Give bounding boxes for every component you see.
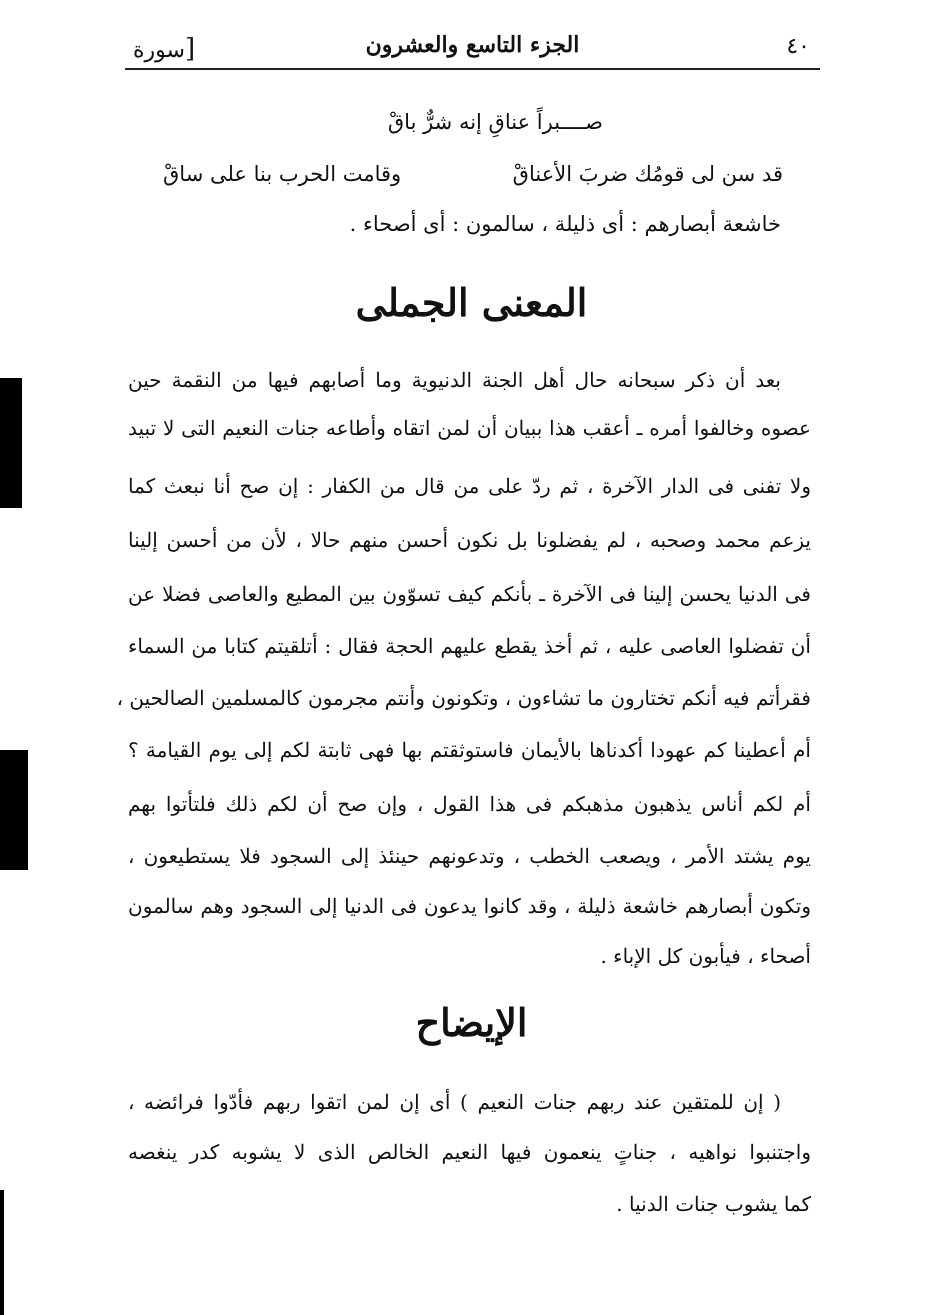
poem-verse-1: صــــبراً عناقِ إنه شرٌّ باقْ: [387, 110, 603, 134]
paragraph-line: كما يشوب جنات الدنيا .: [616, 1192, 811, 1216]
paragraph-line: أصحاء ، فيأبون كل الإباء .: [600, 944, 811, 968]
paragraph-line: أن تفضلوا العاصى عليه ، ثم أخذ يقطع عليهم الحجة فقال : أتلقيتم كتابا من السماء: [128, 634, 811, 658]
paragraph-line: وتكون أبصارهم خاشعة ذليلة ، وقد كانوا يدعون فى الدنيا إلى السجود وهم سالمون: [128, 894, 811, 918]
paragraph-line: أم لكم أناس يذهبون مذهبكم فى هذا القول ، وإن صح أن لكم ذلك فلتأتوا بهم: [128, 792, 811, 816]
surah-label: [133, 34, 195, 64]
paragraph-line: ولا تفنى فى الدار الآخرة ، ثم ردّ على من قال من الكفار : إن صح أنا نبعث كما: [128, 474, 811, 498]
poem-verse-2-second-hemistich: وقامت الحرب بنا على ساقْ: [163, 162, 402, 186]
paragraph-line: يزعم محمد وصحبه ، لم يفضلونا بل نكون أحسن منهم حالا ، لأن من أحسن إلينا: [128, 528, 811, 552]
paragraph-line: أم أعطينا كم عهودا أكدناها بالأيمان فاستوثقتم بها فهى ثابتة لكم إلى يوم القيامة ؟: [128, 738, 811, 762]
paragraph-line: واجتنبوا نواهيه ، جناتٍ ينعمون فيها النعيم الخالص الذى لا يشوبه كدر ينغصه: [128, 1140, 811, 1164]
paragraph-line: فى الدنيا يحسن إلينا فى الآخرة ـ بأنكم كيف تسوّون بين المطيع والعاصى فضلا عن: [128, 582, 811, 606]
section-heading-general-meaning: المعنى الجملى: [355, 280, 588, 325]
running-title: الجزء التاسع والعشرون: [365, 32, 580, 58]
poem-verse-2-first-hemistich: قد سن لى قومُك ضربَ الأعناقْ: [512, 162, 783, 186]
header-bracket: [: [184, 34, 196, 64]
paragraph-line: يوم يشتد الأمر ، ويصعب الخطب ، وتدعونهم حينئذ إلى السجود فلا يستطيعون ،: [128, 844, 811, 868]
paragraph-line: ( إن للمتقين عند ربهم جنات النعيم ) أى إن لمن اتقوا ربهم فأدّوا فرائضه ،: [128, 1090, 781, 1114]
surah-text: سورة: [133, 38, 185, 63]
scan-margin-edge: [0, 1190, 4, 1315]
paragraph-line: فقرأتم فيه أنكم تختارون ما تشاءون ، وتكونون وأنتم مجرمون كالمسلمين الصالحين ،: [116, 686, 811, 710]
word-gloss: خاشعة أبصارهم : أى ذليلة ، سالمون : أى أصحاء .: [349, 212, 781, 236]
scan-margin-mark: [0, 378, 22, 508]
page-number: ٤٠: [786, 34, 810, 59]
scan-margin-mark: [0, 750, 28, 870]
header-rule: [125, 68, 820, 70]
paragraph-line: بعد أن ذكر سبحانه حال أهل الجنة الدنيوية وما أصابهم فيها من النقمة حين: [128, 368, 781, 392]
section-heading-explanation: الإيضاح: [415, 1000, 528, 1045]
page-header: [125, 28, 820, 70]
paragraph-line: عصوه وخالفوا أمره ـ أعقب هذا ببيان أن لمن اتقاه وأطاعه جنات النعيم التى لا تبيد: [128, 416, 811, 440]
